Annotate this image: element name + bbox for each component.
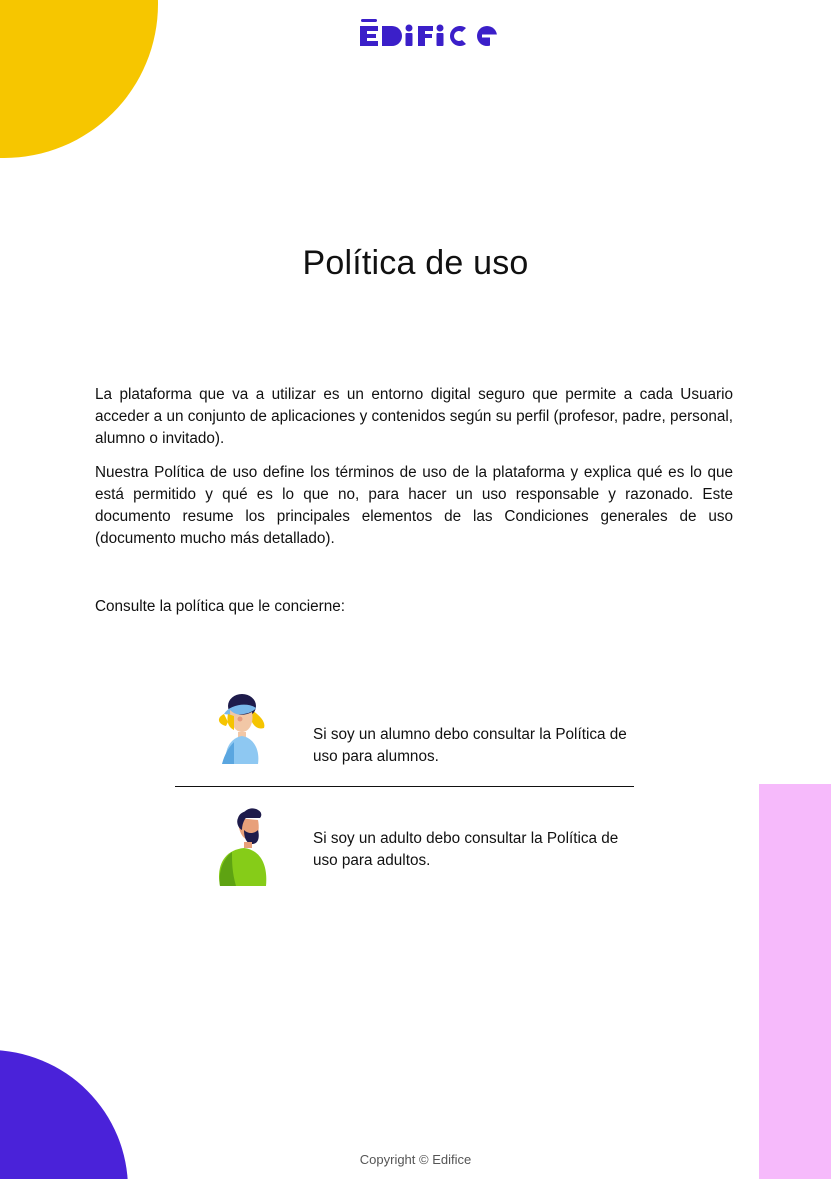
policy-paragraph: Nuestra Política de uso define los términos de uso de la plataforma y explica qué es lo que está permitido y qué es lo que no, para hacer un uso responsable y razonado. Este documento resume los principales elementos de las Condiciones generales de uso (documento mucho más detallado). [95, 464, 733, 547]
copyright-footer: Copyright © Edifice [359, 1152, 472, 1167]
intro-paragraph: La plataforma que va a utilizar es un entorno digital seguro que permite a cada Usuario acceder a un conjunto de aplicaciones y contenidos según su perfil (profesor, padre, personal, alumno o invitado). [95, 386, 733, 447]
document-title: Política de uso [302, 244, 529, 282]
decorative-pink-bar [759, 784, 831, 1179]
adult-avatar-icon [212, 800, 270, 888]
decorative-yellow-circle [0, 0, 158, 158]
student-avatar-icon [212, 688, 268, 766]
consult-prompt: Consulte la política que le concierne: [95, 598, 346, 615]
section-divider [175, 786, 634, 787]
adult-policy-text: Si soy un adulto debo consultar la Política de uso para adultos. [313, 830, 619, 869]
edifice-logo [358, 16, 500, 52]
student-policy-text: Si soy un alumno debo consultar la Política de uso para alumnos. [313, 726, 627, 765]
